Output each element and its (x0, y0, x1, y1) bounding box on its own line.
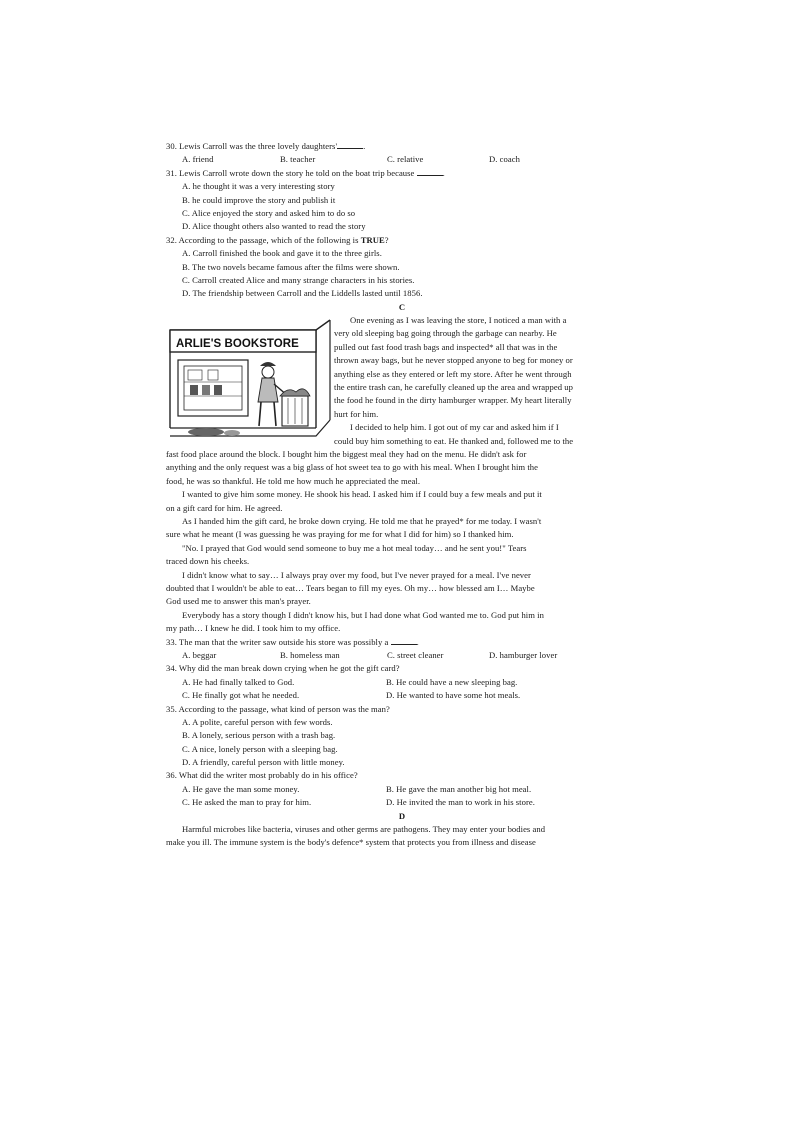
paragraph-line: could buy him something to eat. He thanked and, followed me to the (334, 435, 574, 446)
paragraph-line: Harmful microbes like bacteria, viruses and other germs are pathogens. They may enter your bodies and (182, 824, 546, 835)
paragraph-line: the food he found in the dirty hamburger wrapper. My heart literally (334, 395, 572, 406)
store-sign: ARLIE'S BOOKSTORE (176, 338, 299, 351)
option-a: A. he thought it was a very interesting story (182, 181, 335, 192)
paragraph-line: make you ill. The immune system is the body's defence* system that protects you from illness and disease (166, 837, 536, 848)
paragraph-line: my path… I knew he did. I took him to my office. (166, 623, 341, 634)
option-c: C. street cleaner (387, 649, 444, 660)
exam-page (166, 140, 638, 850)
question-32: 32. According to the passage, which of the following is TRUE? (166, 234, 389, 245)
question-31: 31. Lewis Carroll wrote down the story he told on the boat trip because . (166, 167, 445, 178)
section-d-heading: D (398, 810, 406, 821)
paragraph-line: As I handed him the gift card, he broke down crying. He told me that he prayed* for me today. I wasn't (182, 516, 542, 527)
option-c: C. Carroll created Alice and many strange characters in his stories. (182, 274, 415, 285)
question-36: 36. What did the writer most probably do in his office? (166, 770, 358, 781)
answer-blank (337, 140, 363, 149)
option-a: A. beggar (182, 649, 217, 660)
paragraph-line: "No. I prayed that God would send someone to buy me a hot meal today… and he sent you!" Tears (182, 542, 527, 553)
option-a: A. He had finally talked to God. (182, 676, 295, 687)
q33-options (166, 649, 638, 662)
question-35: 35. According to the passage, what kind of person was the man? (166, 703, 390, 714)
paragraph-line: sure what he meant (I was guessing he was praying for me for what I did for him) so I thanked him. (166, 529, 514, 540)
option-c: C. relative (387, 154, 424, 165)
option-a: A. He gave the man some money. (182, 783, 300, 794)
option-c: C. He asked the man to pray for him. (182, 797, 312, 808)
option-a: A. friend (182, 154, 214, 165)
option-a: A. Carroll finished the book and gave it to the three girls. (182, 248, 382, 259)
passage-c-intro (334, 314, 638, 448)
paragraph-line: I wanted to give him some money. He shook his head. I asked him if I could buy a few meals and put it (182, 489, 542, 500)
paragraph-line: thrown away bags, but he never stopped anyone to beg for money or (334, 355, 573, 366)
question-33: 33. The man that the writer saw outside his store was possibly a . (166, 636, 419, 647)
paragraph-line: food, he was so thankful. He told me how much he appreciated the meal. (166, 475, 421, 486)
q34-options-row2 (166, 689, 638, 702)
q36-options-row2 (166, 796, 638, 809)
option-b: B. He could have a new sleeping bag. (386, 676, 518, 687)
option-d: D. hamburger lover (489, 649, 558, 660)
q30-options (166, 153, 638, 166)
paragraph-line: traced down his cheeks. (166, 556, 250, 567)
question-30: 30. Lewis Carroll was the three lovely daughters' . (166, 141, 366, 151)
option-b: B. teacher (280, 154, 316, 165)
paragraph-line: I decided to help him. I got out of my car and asked him if I (350, 422, 559, 433)
option-d: D. Alice thought others also wanted to read the story (182, 221, 366, 232)
option-c: C. A nice, lonely person with a sleeping bag. (182, 743, 338, 754)
paragraph-line: anything and the only request was a big glass of hot sweet tea to go with his meal. When I brought him the (166, 462, 538, 473)
paragraph-line: One evening as I was leaving the store, I noticed a man with a (350, 315, 567, 326)
answer-blank (391, 636, 417, 645)
option-b: B. homeless man (280, 649, 340, 660)
option-c: C. He finally got what he needed. (182, 690, 300, 701)
option-b: B. he could improve the story and publish it (182, 194, 336, 205)
paragraph-line: anything else as they entered or left my store. After he went through (334, 368, 572, 379)
bookstore-illustration (166, 316, 334, 448)
option-d: D. He invited the man to work in his store. (386, 797, 535, 808)
paragraph-line: on a gift card for him. He agreed. (166, 502, 283, 513)
option-b: B. The two novels became famous after the films were shown. (182, 261, 400, 272)
paragraph-line: very old sleeping bag going through the garbage can nearby. He (334, 328, 557, 339)
paragraph-line: God used me to answer this man's prayer. (166, 596, 311, 607)
option-d: D. The friendship between Carroll and the Liddells lasted until 1856. (182, 288, 423, 299)
paragraph-line: I didn't know what to say… I always pray over my food, but I've never prayed for a meal. I've never (182, 569, 531, 580)
option-b: B. A lonely, serious person with a trash bag. (182, 730, 336, 741)
q34-options-row1 (166, 676, 638, 689)
answer-blank (417, 167, 443, 176)
question-34: 34. Why did the man break down crying when he got the gift card? (166, 663, 400, 674)
paragraph-line: Everybody has a story though I didn't know his, but I had done what God wanted me to. God put him in (182, 609, 544, 620)
paragraph-line: fast food place around the block. I bought him the biggest meal they had on the menu. He didn't ask for (166, 449, 527, 460)
option-a: A. A polite, careful person with few words. (182, 716, 333, 727)
option-d: D. He wanted to have some hot meals. (386, 690, 521, 701)
paragraph-line: doubted that I wouldn't be able to eat… Tears began to fill my eyes. Oh my… how blessed am I… Maybe (166, 582, 535, 593)
paragraph-line: pulled out fast food trash bags and inspected* all that was in the (334, 341, 558, 352)
option-d: D. A friendly, careful person with little money. (182, 757, 345, 768)
passage-c-top (166, 314, 638, 448)
paragraph-line: hurt for him. (334, 408, 379, 419)
option-b: B. He gave the man another big hot meal. (386, 783, 532, 794)
paragraph-line: the entire trash can, he carefully cleaned up the area and wrapped up (334, 382, 573, 393)
section-c-heading: C (398, 301, 406, 312)
option-d: D. coach (489, 154, 520, 165)
option-c: C. Alice enjoyed the story and asked him to do so (182, 207, 356, 218)
q36-options-row1 (166, 783, 638, 796)
passage-c-body (166, 448, 638, 635)
